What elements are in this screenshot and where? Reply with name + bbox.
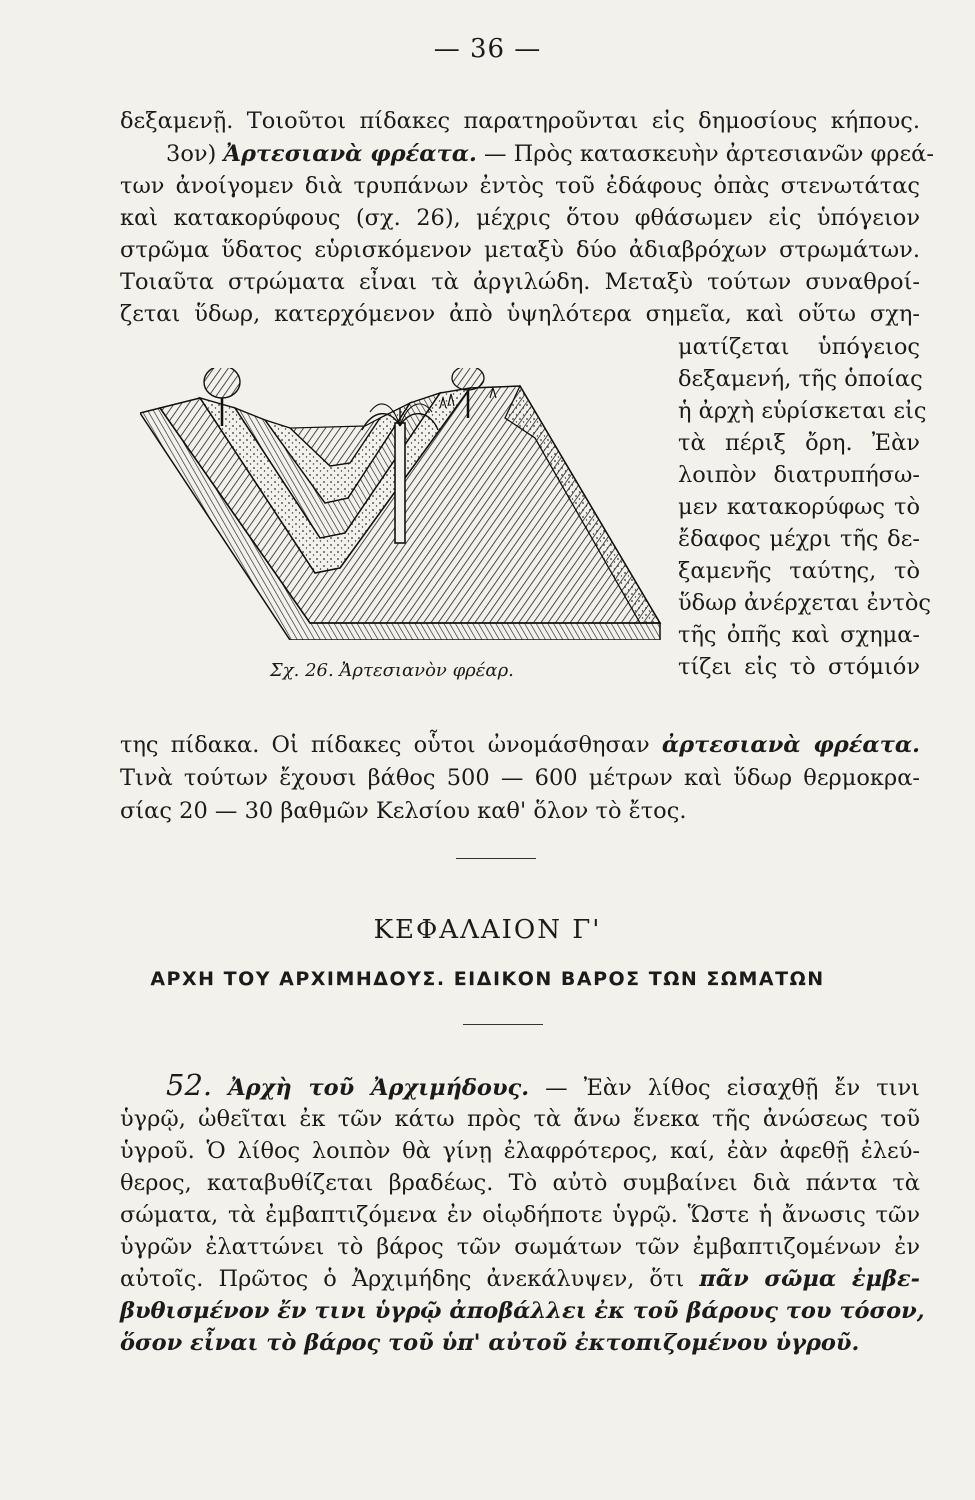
bold-statement: πᾶν σῶμα ἐμβε- — [699, 1266, 920, 1292]
side-text-line: ἡ ἀρχὴ εὑρίσκεται εἰς — [678, 398, 927, 424]
figure-caption: Σχ. 26. Ἀρτεσιανὸν φρέαρ. — [270, 660, 514, 681]
text-line: ὑγρῷ, ὠθεῖται ἐκ τῶν κάτω πρὸς τὰ ἄνω ἕνεκα τῆς ἀνώσεως τοῦ — [120, 1106, 920, 1132]
side-text-line: λοιπὸν διατρυπήσω- — [678, 462, 920, 488]
side-text-line: τὰ πέριξ ὄρη. Ἐὰν — [678, 430, 920, 456]
section-heading-line — [166, 1070, 920, 1104]
chapter-subtitle: ΑΡΧΗ ΤΟΥ ΑΡΧΙΜΗΔΟΥΣ. ΕΙΔΙΚΟΝ ΒΑΡΟΣ ΤΩΝ ΣΩΜΑΤΩΝ — [150, 968, 825, 990]
text-line: θερος, καταβυθίζεται βραδέως. Τὸ αὐτὸ συμβαίνει διὰ πάντα τὰ — [120, 1170, 920, 1196]
text-span: αὐτοῖς. Πρῶτος ὁ Ἀρχιμήδης ἀνεκάλυψεν, ὅτι — [120, 1266, 700, 1292]
text-span: της πίδακα. Οἱ πίδακες οὗτοι ὠνομάσθησαν — [120, 732, 662, 758]
text-line: καὶ κατακορύφους (σχ. 26), μέχρις ὅτου φθάσωμεν εἰς ὑπόγειον — [120, 205, 920, 231]
bold-term: ἀρτεσιανὰ φρέατα. — [661, 732, 920, 758]
side-text-line: ξαμενῆς ταύτης, τὸ — [678, 558, 920, 584]
text-line: στρῶμα ὕδατος εὑρισκόμενον μεταξὺ δύο ἀδιαβρόχων στρωμάτων. — [120, 237, 920, 263]
text-line — [120, 1264, 920, 1295]
section-title: Ἀρχὴ τοῦ Ἀρχιμήδους. — [228, 1075, 530, 1101]
bold-statement-line: ὅσον εἶναι τὸ βάρος τοῦ ὑπ' αὐτοῦ ἐκτοπιζομένου ὑγροῦ. — [120, 1330, 860, 1356]
divider-rule — [456, 858, 536, 859]
side-text-line: μεν κατακορύφως τὸ — [678, 494, 920, 520]
text-line: σώματα, τὰ ἐμβαπτιζόμενα ἐν οἱῳδήποτε ὑγρῷ. Ὥστε ἡ ἄνωσις τῶν — [120, 1202, 920, 1228]
text-line — [120, 730, 920, 761]
page-number: — 36 — — [433, 34, 542, 64]
section-title: Ἀρτεσιανὰ φρέατα. — [223, 141, 477, 167]
bold-statement-line: βυθισμένον ἔν τινι ὑγρῷ ἀποβάλλει ἐκ τοῦ βάρους του τόσον, — [120, 1298, 925, 1324]
text-line: Τινὰ τούτων ἔχουσι βάθος 500 — 600 μέτρων καὶ ὕδωρ θερμοκρα- — [120, 765, 920, 791]
side-text-line: τίζει εἰς τὸ στόμιόν — [678, 654, 920, 680]
text-span: — Πρὸς κατασκευὴν ἀρτεσιανῶν φρεά- — [476, 141, 934, 167]
text-line: των ἀνοίγομεν διὰ τρυπάνων ἐντὸς τοῦ ἐδάφους ὀπὰς στενωτάτας — [120, 173, 920, 199]
section-number: 52. — [166, 1068, 213, 1102]
text-line: ὑγρῶν ἐλαττώνει τὸ βάρος τῶν σωμάτων τῶν ἐμβαπτιζομένων ἐν — [120, 1234, 920, 1260]
side-text-line: δεξαμενή, τῆς ὁποίας — [678, 366, 923, 392]
text-line: ζεται ὕδωρ, κατερχόμενον ἀπὸ ὑψηλότερα σημεῖα, καὶ οὕτω σχη- — [120, 301, 920, 327]
chapter-heading: ΚΕΦΑΛΑΙΟΝ Γ' — [373, 915, 602, 945]
text-line: σίας 20 — 30 βαθμῶν Κελσίου καθ' ὅλον τὸ ἔτος. — [120, 798, 687, 824]
text-line: δεξαμενῇ. Τοιοῦτοι πίδακες παρατηροῦνται εἰς δημοσίους κήπους. — [120, 108, 920, 134]
divider-rule — [463, 1024, 543, 1025]
side-text-line: τῆς ὀπῆς καὶ σχημα- — [678, 622, 920, 648]
section-heading-line — [166, 139, 934, 170]
side-text-line: ἔδαφος μέχρι τῆς δε- — [678, 526, 920, 552]
text-line: ὑγροῦ. Ὁ λίθος λοιπὸν θὰ γίνῃ ἐλαφρότερος, καί, ἐὰν ἀφεθῇ ἐλεύ- — [120, 1138, 920, 1164]
text-span: — Ἐὰν λίθος εἰσαχθῇ ἔν τινι — [545, 1075, 920, 1101]
side-text-line: ματίζεται ὑπόγειος — [678, 334, 920, 360]
section-label: 3ον) — [166, 141, 224, 167]
artesian-well-illustration — [140, 368, 662, 640]
text-line: Τοιαῦτα στρώματα εἶναι τὰ ἀργιλώδη. Μεταξὺ τούτων συναθροί- — [120, 269, 920, 295]
side-text-line: ὕδωρ ἀνέρχεται ἐντὸς — [678, 590, 931, 616]
